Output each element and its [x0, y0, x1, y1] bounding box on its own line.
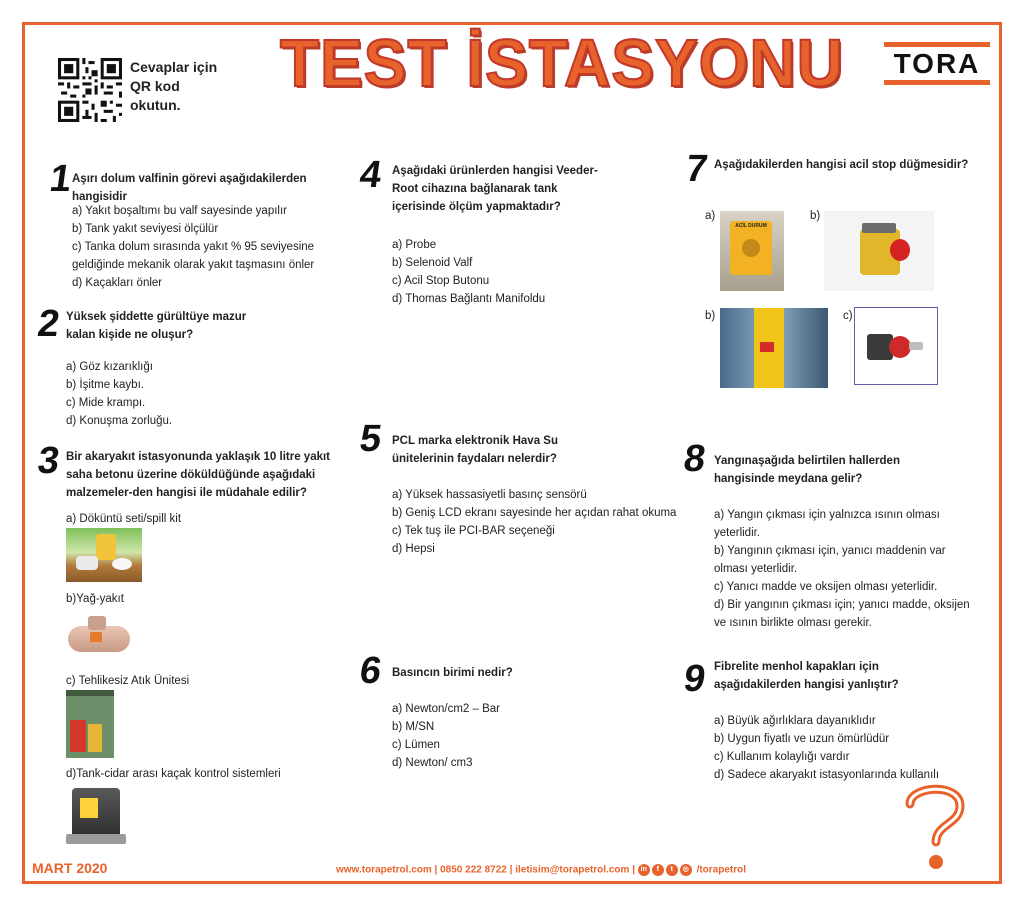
- question-mark-icon: [896, 778, 974, 878]
- option[interactable]: d) Bir yangının çıkması için; yanıcı madde, oksijen ve ısının birlikte olması gerekir.: [714, 599, 970, 629]
- option[interactable]: c) Yanıcı madde ve oksijen olması yeterlidir.: [714, 581, 938, 593]
- question-number: 9: [681, 658, 709, 700]
- spill-kit-image: [66, 528, 142, 582]
- separator-image: [66, 610, 132, 658]
- option[interactable]: a) Yüksek hassasiyetli basınç sensörü: [392, 489, 587, 501]
- option-label[interactable]: b): [810, 210, 821, 222]
- option-list: [392, 700, 500, 772]
- question-number: 6: [357, 650, 385, 692]
- question-text: Bir akaryakıt istasyonunda yaklaşık 10 litre yakıt saha betonu üzerine döküldüğünde aşağıdaki malzemeler-den hangisi ile müdahale edilir?: [66, 451, 331, 499]
- question-number: 7: [683, 148, 711, 190]
- question-text: Aşağıdaki ürünlerden hangisi Veeder-Root cihazına bağlanarak tank içerisinde ölçüm yapmaktadır?: [392, 165, 598, 213]
- option[interactable]: geldiğinde mekanik olarak yakıt taşmasını önler: [72, 259, 315, 271]
- option-list: [714, 712, 939, 784]
- logo-text: TORA: [893, 48, 981, 79]
- footer-date: MART 2020: [32, 860, 108, 876]
- option[interactable]: a) Büyük ağırlıklara dayanıklıdır: [714, 715, 876, 727]
- qr-caption-line: Cevaplar için: [130, 59, 218, 75]
- facebook-icon[interactable]: f: [652, 864, 664, 876]
- emergency-button-image-b[interactable]: [824, 211, 934, 291]
- option[interactable]: d) Hepsi: [392, 543, 435, 555]
- qr-caption: [130, 58, 220, 115]
- tora-logo: [884, 42, 990, 86]
- option[interactable]: a) Göz kızarıklığı: [66, 361, 153, 373]
- question-text: Aşağıdakilerden hangisi acil stop düğmesidir?: [714, 159, 969, 171]
- qr-code-icon[interactable]: [58, 58, 122, 122]
- question-number: 1: [47, 158, 75, 200]
- option-label[interactable]: c): [843, 310, 853, 322]
- footer-contact: [336, 864, 746, 876]
- option-list: [714, 506, 974, 632]
- option[interactable]: a) Yangın çıkması için yalnızca ısının olması yeterlidir.: [714, 509, 940, 539]
- option[interactable]: d) Thomas Bağlantı Manifoldu: [392, 293, 546, 305]
- question-number: 3: [35, 440, 63, 482]
- instagram-icon[interactable]: ◎: [680, 864, 692, 876]
- emergency-button-image-c[interactable]: [720, 308, 828, 388]
- option[interactable]: d) Konuşma zorluğu.: [66, 415, 173, 427]
- qr-caption-line: QR kod: [130, 78, 180, 94]
- contact-info[interactable]: www.torapetrol.com | 0850 222 8722 | iletisim@torapetrol.com |: [336, 864, 635, 876]
- option[interactable]: b) Tank yakıt seviyesi ölçülür: [72, 223, 219, 235]
- option[interactable]: a) Yakıt boşaltımı bu valf sayesinde yapılır: [72, 205, 287, 217]
- social-handle[interactable]: /torapetrol: [696, 864, 747, 876]
- waste-unit-image: [66, 690, 114, 758]
- option[interactable]: d)Tank-cidar arası kaçak kontrol sistemleri: [66, 768, 281, 780]
- leak-detector-image: [66, 784, 126, 848]
- option[interactable]: d) Newton/ cm3: [392, 757, 473, 769]
- question-number: 2: [35, 303, 63, 345]
- option-list: [392, 236, 545, 308]
- option[interactable]: b) İşitme kaybı.: [66, 379, 144, 391]
- question-number: 8: [681, 438, 709, 480]
- option[interactable]: b) Geniş LCD ekranı sayesinde her açıdan rahat okuma: [392, 507, 677, 519]
- linkedin-icon[interactable]: in: [638, 864, 650, 876]
- option-list: [66, 358, 172, 430]
- emergency-button-image-d[interactable]: [854, 307, 938, 385]
- option[interactable]: c) Tehlikesiz Atık Ünitesi: [66, 675, 190, 687]
- option[interactable]: c) Lümen: [392, 739, 440, 751]
- option[interactable]: b)Yağ-yakıt: [66, 593, 124, 605]
- option-label[interactable]: a): [705, 210, 716, 222]
- option[interactable]: b) Yangının çıkması için, yanıcı maddenin var olması yeterlidir.: [714, 545, 946, 575]
- option[interactable]: a) Döküntü seti/spill kit: [66, 513, 182, 525]
- option[interactable]: c) Tanka dolum sırasında yakıt % 95 seviyesine: [72, 241, 315, 253]
- option[interactable]: c) Acil Stop Butonu: [392, 275, 490, 287]
- option-list: [72, 202, 314, 292]
- question-text: Fibrelite menhol kapakları için aşağıdakilerden hangisi yanlıştır?: [714, 661, 899, 691]
- page-title: TEST İSTASYONU: [280, 25, 844, 101]
- question-text: Yüksek şiddette gürültüye mazur kalan kişide ne oluşur?: [66, 311, 247, 341]
- option[interactable]: a) Newton/cm2 – Bar: [392, 703, 501, 715]
- option[interactable]: c) Mide krampı.: [66, 397, 146, 409]
- question-text: Yangınaşağıda belirtilen hallerden hangisinde meydana gelir?: [714, 455, 900, 485]
- option[interactable]: b) Selenoid Valf: [392, 257, 473, 269]
- option[interactable]: b) Uygun fiyatlı ve uzun ömürlüdür: [714, 733, 890, 745]
- option[interactable]: b) M/SN: [392, 721, 435, 733]
- option[interactable]: a) Probe: [392, 239, 437, 251]
- qr-caption-line: okutun.: [130, 97, 181, 113]
- option[interactable]: c) Tek tuş ile PCI-BAR seçeneği: [392, 525, 555, 537]
- twitter-icon[interactable]: t: [666, 864, 678, 876]
- question-number: 4: [357, 154, 385, 196]
- question-number: 5: [357, 418, 385, 460]
- image-label: ACİL DURUM: [735, 223, 767, 229]
- emergency-button-image-a[interactable]: [720, 211, 784, 291]
- option-list: [392, 486, 676, 558]
- question-text: Aşırı dolum valfinin görevi aşağıdakilerden hangisidir: [72, 173, 307, 203]
- option[interactable]: d) Sadece akaryakıt istasyonlarında kullanılı: [714, 769, 940, 781]
- option-label[interactable]: b): [705, 310, 716, 322]
- option[interactable]: c) Kullanım kolaylığı vardır: [714, 751, 850, 763]
- question-text: PCL marka elektronik Hava Su ünitelerinin faydaları nelerdir?: [392, 435, 558, 465]
- option[interactable]: d) Kaçakları önler: [72, 277, 163, 289]
- question-text: Basıncın birimi nedir?: [392, 667, 513, 679]
